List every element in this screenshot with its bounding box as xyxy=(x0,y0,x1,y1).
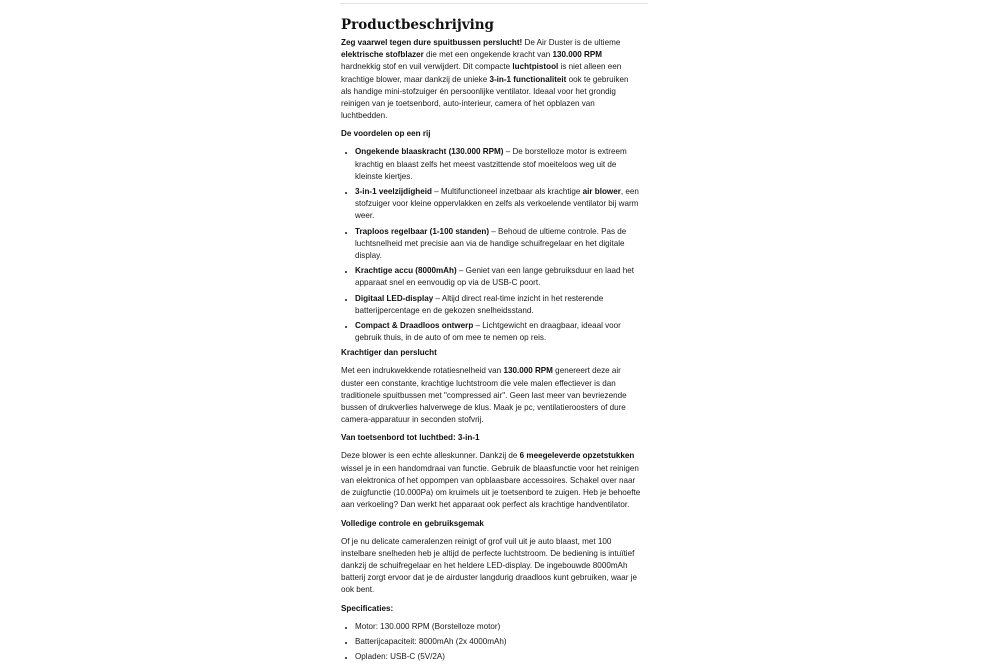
spec-item: • Motor: 130.000 RPM (Borstelloze motor) xyxy=(355,621,641,633)
three-in-one-text: wissel je in een handomdraai van functie. Gebruik de blaasfunctie voor het reinigen van elektronica of het oppompen van opblaasbare accessoires. Schakel over naar de zuigfunctie (10.000Pa) om kruimels uit je toetsenbord te zuigen. Heb je behoefte aan verkoeling? Dan werkt het apparaat ook perfect als krachtige handventilator. xyxy=(341,463,641,510)
three-in-one-bold: 6 meegeleverde opzetstukken xyxy=(519,451,635,461)
list-item xyxy=(355,265,641,289)
intro-bold: luchtpistool xyxy=(512,62,559,72)
spec-item: • Opladen: USB-C (5V/2A) xyxy=(355,651,641,663)
page-title: Productbeschrijving xyxy=(341,17,494,33)
list-item xyxy=(355,320,641,344)
top-divider xyxy=(340,3,648,4)
item-text: – Lichtgewicht en draagbaar, ideaal voor gebruik thuis, in de auto of om mee te nemen op reis. xyxy=(355,321,621,343)
intro-text: die met een ongekende kracht van xyxy=(423,50,553,60)
power-text: Met een indrukwekkende rotatiesnelheid van xyxy=(341,366,504,376)
intro-bold: 130.000 RPM xyxy=(552,50,602,60)
intro-text: ook te gebruiken als handige mini-stofzuiger én persoonlijke ventilator. Ideaal voor het grondig reinigen van je toetsenbord, auto-interieur, camera of het opblazen van luchtbedden. xyxy=(341,74,629,121)
item-bold: Krachtige accu (8000mAh) xyxy=(355,266,457,276)
intro-text: hardnekkig stof en vuil verwijdert. Dit compacte xyxy=(341,62,513,72)
item-text: – Multifunctioneel inzetbaar als krachtige xyxy=(431,187,583,197)
power-text: genereert deze air duster een constante, krachtige luchtstroom die vele malen effectiever is dan traditionele spuitbussen met "compressed air". Geen last meer van bevriezende bussen of drukverlies halverwege de klus. Maak je pc, ventilatieroosters of dure camera-apparatuur in seconden stofvrij. xyxy=(341,366,627,425)
product-description xyxy=(341,17,641,666)
benefits-list xyxy=(341,146,641,344)
intro-bold: Zeg vaarwel tegen dure spuitbussen perslucht! xyxy=(341,38,523,47)
list-item xyxy=(355,146,641,183)
item-bold: Traploos regelbaar (1-100 standen) xyxy=(355,226,490,236)
three-in-one-heading: Van toetsenbord tot luchtbed: 3-in-1 xyxy=(341,433,480,443)
intro-paragraph xyxy=(341,37,641,122)
item-bold: Compact & Draadloos ontwerp xyxy=(355,321,474,331)
intro-text: De Air Duster is de ultieme xyxy=(522,38,621,47)
item-text: – Geniet van een lange gebruiksduur en laad het apparaat snel en eenvoudig op via de USB-C poort. xyxy=(355,266,634,288)
control-paragraph: Of je nu delicate cameralenzen reinigt of grof vuil uit je auto blaast, met 100 instelbare snelheden heb je altijd de perfecte luchtstroom. De bediening is intuïtief dankzij de schuifregelaar en het heldere LED-display. De ingebouwde 8000mAh batterij zorgt ervoor dat je de airduster langdurig draadloos kunt gebruiken, waar je ook bent. xyxy=(341,536,638,595)
power-bold: 130.000 RPM xyxy=(503,366,553,376)
item-text: , een stofzuiger voor kleine oppervlakken en zelfs als verkoelende ventilator bij warm weer. xyxy=(355,187,639,221)
list-item xyxy=(355,293,641,317)
item-bold: Ongekende blaaskracht (130.000 RPM) xyxy=(355,147,504,157)
intro-bold: elektrische stofblazer xyxy=(341,50,424,60)
intro-text: is niet alleen een krachtige blower, maar dankzij de unieke xyxy=(341,62,622,84)
power-paragraph xyxy=(341,365,641,426)
item-bold: air blower xyxy=(582,187,621,197)
benefits-heading: De voordelen op een rij xyxy=(341,129,431,139)
item-bold: 3-in-1 veelzijdigheid xyxy=(355,187,432,197)
specs-heading: Specificaties: xyxy=(341,603,394,613)
control-heading: Volledige controle en gebruiksgemak xyxy=(341,518,484,528)
three-in-one-paragraph xyxy=(341,450,641,511)
item-text: – De borstelloze motor is extreem krachtig en blaast zelfs het meest vastzittende stof moeiteloos weg uit de kleinste kiertjes. xyxy=(355,147,627,181)
specs-list xyxy=(341,621,641,664)
list-item xyxy=(355,226,641,263)
intro-bold: 3-in-1 functionaliteit xyxy=(489,74,567,84)
item-bold: Digitaal LED-display xyxy=(355,293,434,303)
spec-item: • Batterijcapaciteit: 8000mAh (2x 4000mAh) xyxy=(355,636,641,648)
item-text: – Altijd direct real-time inzicht in het resterende batterijpercentage en de gekozen snelheidsstand. xyxy=(355,293,604,315)
list-item xyxy=(355,186,641,223)
power-heading: Krachtiger dan perslucht xyxy=(341,348,437,358)
three-in-one-text: Deze blower is een echte alleskunner. Dankzij de xyxy=(341,451,520,461)
item-text: – Behoud de ultieme controle. Pas de luchtsnelheid met precisie aan via de handige schuifregelaar en het digitale display. xyxy=(355,226,627,261)
